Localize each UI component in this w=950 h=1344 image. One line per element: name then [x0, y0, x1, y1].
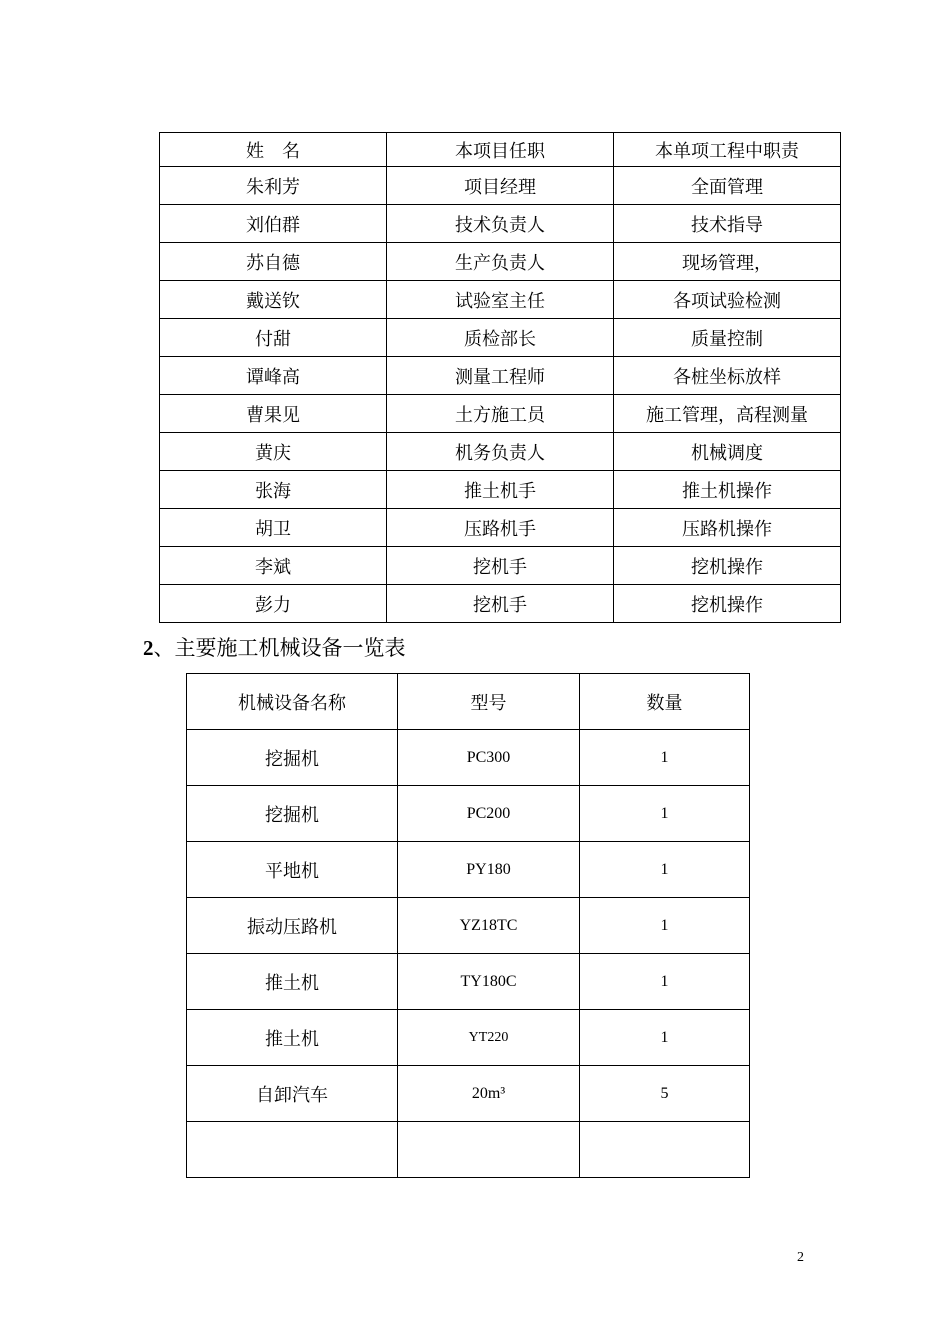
equipment-quantity: 1 [580, 730, 750, 786]
equipment-name: 推土机 [187, 954, 398, 1010]
staff-position: 试验室主任 [387, 281, 614, 319]
header-equipment-name: 机械设备名称 [187, 674, 398, 730]
header-duty: 本单项工程中职责 [614, 133, 841, 167]
equipment-name: 平地机 [187, 842, 398, 898]
equipment-quantity: 1 [580, 786, 750, 842]
table-row [160, 167, 841, 205]
staff-duty: 压路机操作 [614, 509, 841, 547]
staff-name: 付甜 [160, 319, 387, 357]
equipment-model: PY180 [398, 842, 580, 898]
staff-duty: 全面管理 [614, 167, 841, 205]
equipment-model: YT220 [398, 1010, 580, 1066]
staff-position: 挖机手 [387, 547, 614, 585]
staff-position: 质检部长 [387, 319, 614, 357]
equipment-model: YZ18TC [398, 898, 580, 954]
table-row [160, 471, 841, 509]
equipment-model: 20m³ [398, 1066, 580, 1122]
equipment-quantity: 1 [580, 898, 750, 954]
table-row [187, 842, 750, 898]
staff-position: 机务负责人 [387, 433, 614, 471]
staff-duty: 挖机操作 [614, 585, 841, 623]
table-row [187, 954, 750, 1010]
table-row [187, 1122, 750, 1178]
header-name: 姓 名 [160, 133, 387, 167]
staff-name: 李斌 [160, 547, 387, 585]
staff-duty: 技术指导 [614, 205, 841, 243]
staff-name: 曹果见 [160, 395, 387, 433]
table-row [160, 243, 841, 281]
staff-duty: 各桩坐标放样 [614, 357, 841, 395]
table-row [187, 786, 750, 842]
equipment-quantity: 1 [580, 954, 750, 1010]
equipment-name: 自卸汽车 [187, 1066, 398, 1122]
staff-position: 测量工程师 [387, 357, 614, 395]
table-row [160, 585, 841, 623]
equipment-model: TY180C [398, 954, 580, 1010]
staff-header-row [160, 133, 841, 167]
page-number: 2 [797, 1250, 804, 1265]
equipment-name: 振动压路机 [187, 898, 398, 954]
header-position: 本项目任职 [387, 133, 614, 167]
equipment-quantity: 1 [580, 842, 750, 898]
staff-position: 技术负责人 [387, 205, 614, 243]
equipment-table [186, 673, 750, 1178]
table-row [160, 547, 841, 585]
section-number: 2 [143, 636, 154, 660]
header-model: 型号 [398, 674, 580, 730]
staff-position: 土方施工员 [387, 395, 614, 433]
equipment-quantity: 1 [580, 1010, 750, 1066]
staff-position: 挖机手 [387, 585, 614, 623]
equipment-model: PC300 [398, 730, 580, 786]
section-title: 、主要施工机械设备一览表 [153, 636, 406, 660]
staff-name: 张海 [160, 471, 387, 509]
staff-name: 谭峰高 [160, 357, 387, 395]
equipment-quantity: 5 [580, 1066, 750, 1122]
equipment-model [398, 1122, 580, 1178]
table-row [187, 730, 750, 786]
table-row [160, 433, 841, 471]
staff-name: 刘伯群 [160, 205, 387, 243]
staff-name: 苏自德 [160, 243, 387, 281]
staff-duty: 推土机操作 [614, 471, 841, 509]
staff-duty: 现场管理， [614, 243, 841, 281]
staff-name: 彭力 [160, 585, 387, 623]
table-row [187, 1066, 750, 1122]
staff-name: 戴送钦 [160, 281, 387, 319]
staff-position: 项目经理 [387, 167, 614, 205]
table-row [187, 898, 750, 954]
table-row [160, 357, 841, 395]
staff-position: 生产负责人 [387, 243, 614, 281]
table-row [160, 509, 841, 547]
equipment-model: PC200 [398, 786, 580, 842]
table-row [187, 1010, 750, 1066]
equipment-name: 挖掘机 [187, 786, 398, 842]
staff-name: 黄庆 [160, 433, 387, 471]
table-row [160, 319, 841, 357]
equipment-name: 挖掘机 [187, 730, 398, 786]
staff-name: 胡卫 [160, 509, 387, 547]
header-quantity: 数量 [580, 674, 750, 730]
staff-duty: 施工管理，高程测量 [614, 395, 841, 433]
staff-duty: 挖机操作 [614, 547, 841, 585]
table-row [160, 395, 841, 433]
staff-name: 朱利芳 [160, 167, 387, 205]
staff-duty: 各项试验检测 [614, 281, 841, 319]
table-row [160, 205, 841, 243]
staff-position: 推土机手 [387, 471, 614, 509]
equipment-name [187, 1122, 398, 1178]
equipment-name: 推土机 [187, 1010, 398, 1066]
section-heading [143, 632, 406, 662]
staff-duty: 机械调度 [614, 433, 841, 471]
table-row [160, 281, 841, 319]
staff-duty: 质量控制 [614, 319, 841, 357]
equipment-quantity [580, 1122, 750, 1178]
staff-table [159, 132, 841, 623]
equipment-header-row [187, 674, 750, 730]
staff-position: 压路机手 [387, 509, 614, 547]
